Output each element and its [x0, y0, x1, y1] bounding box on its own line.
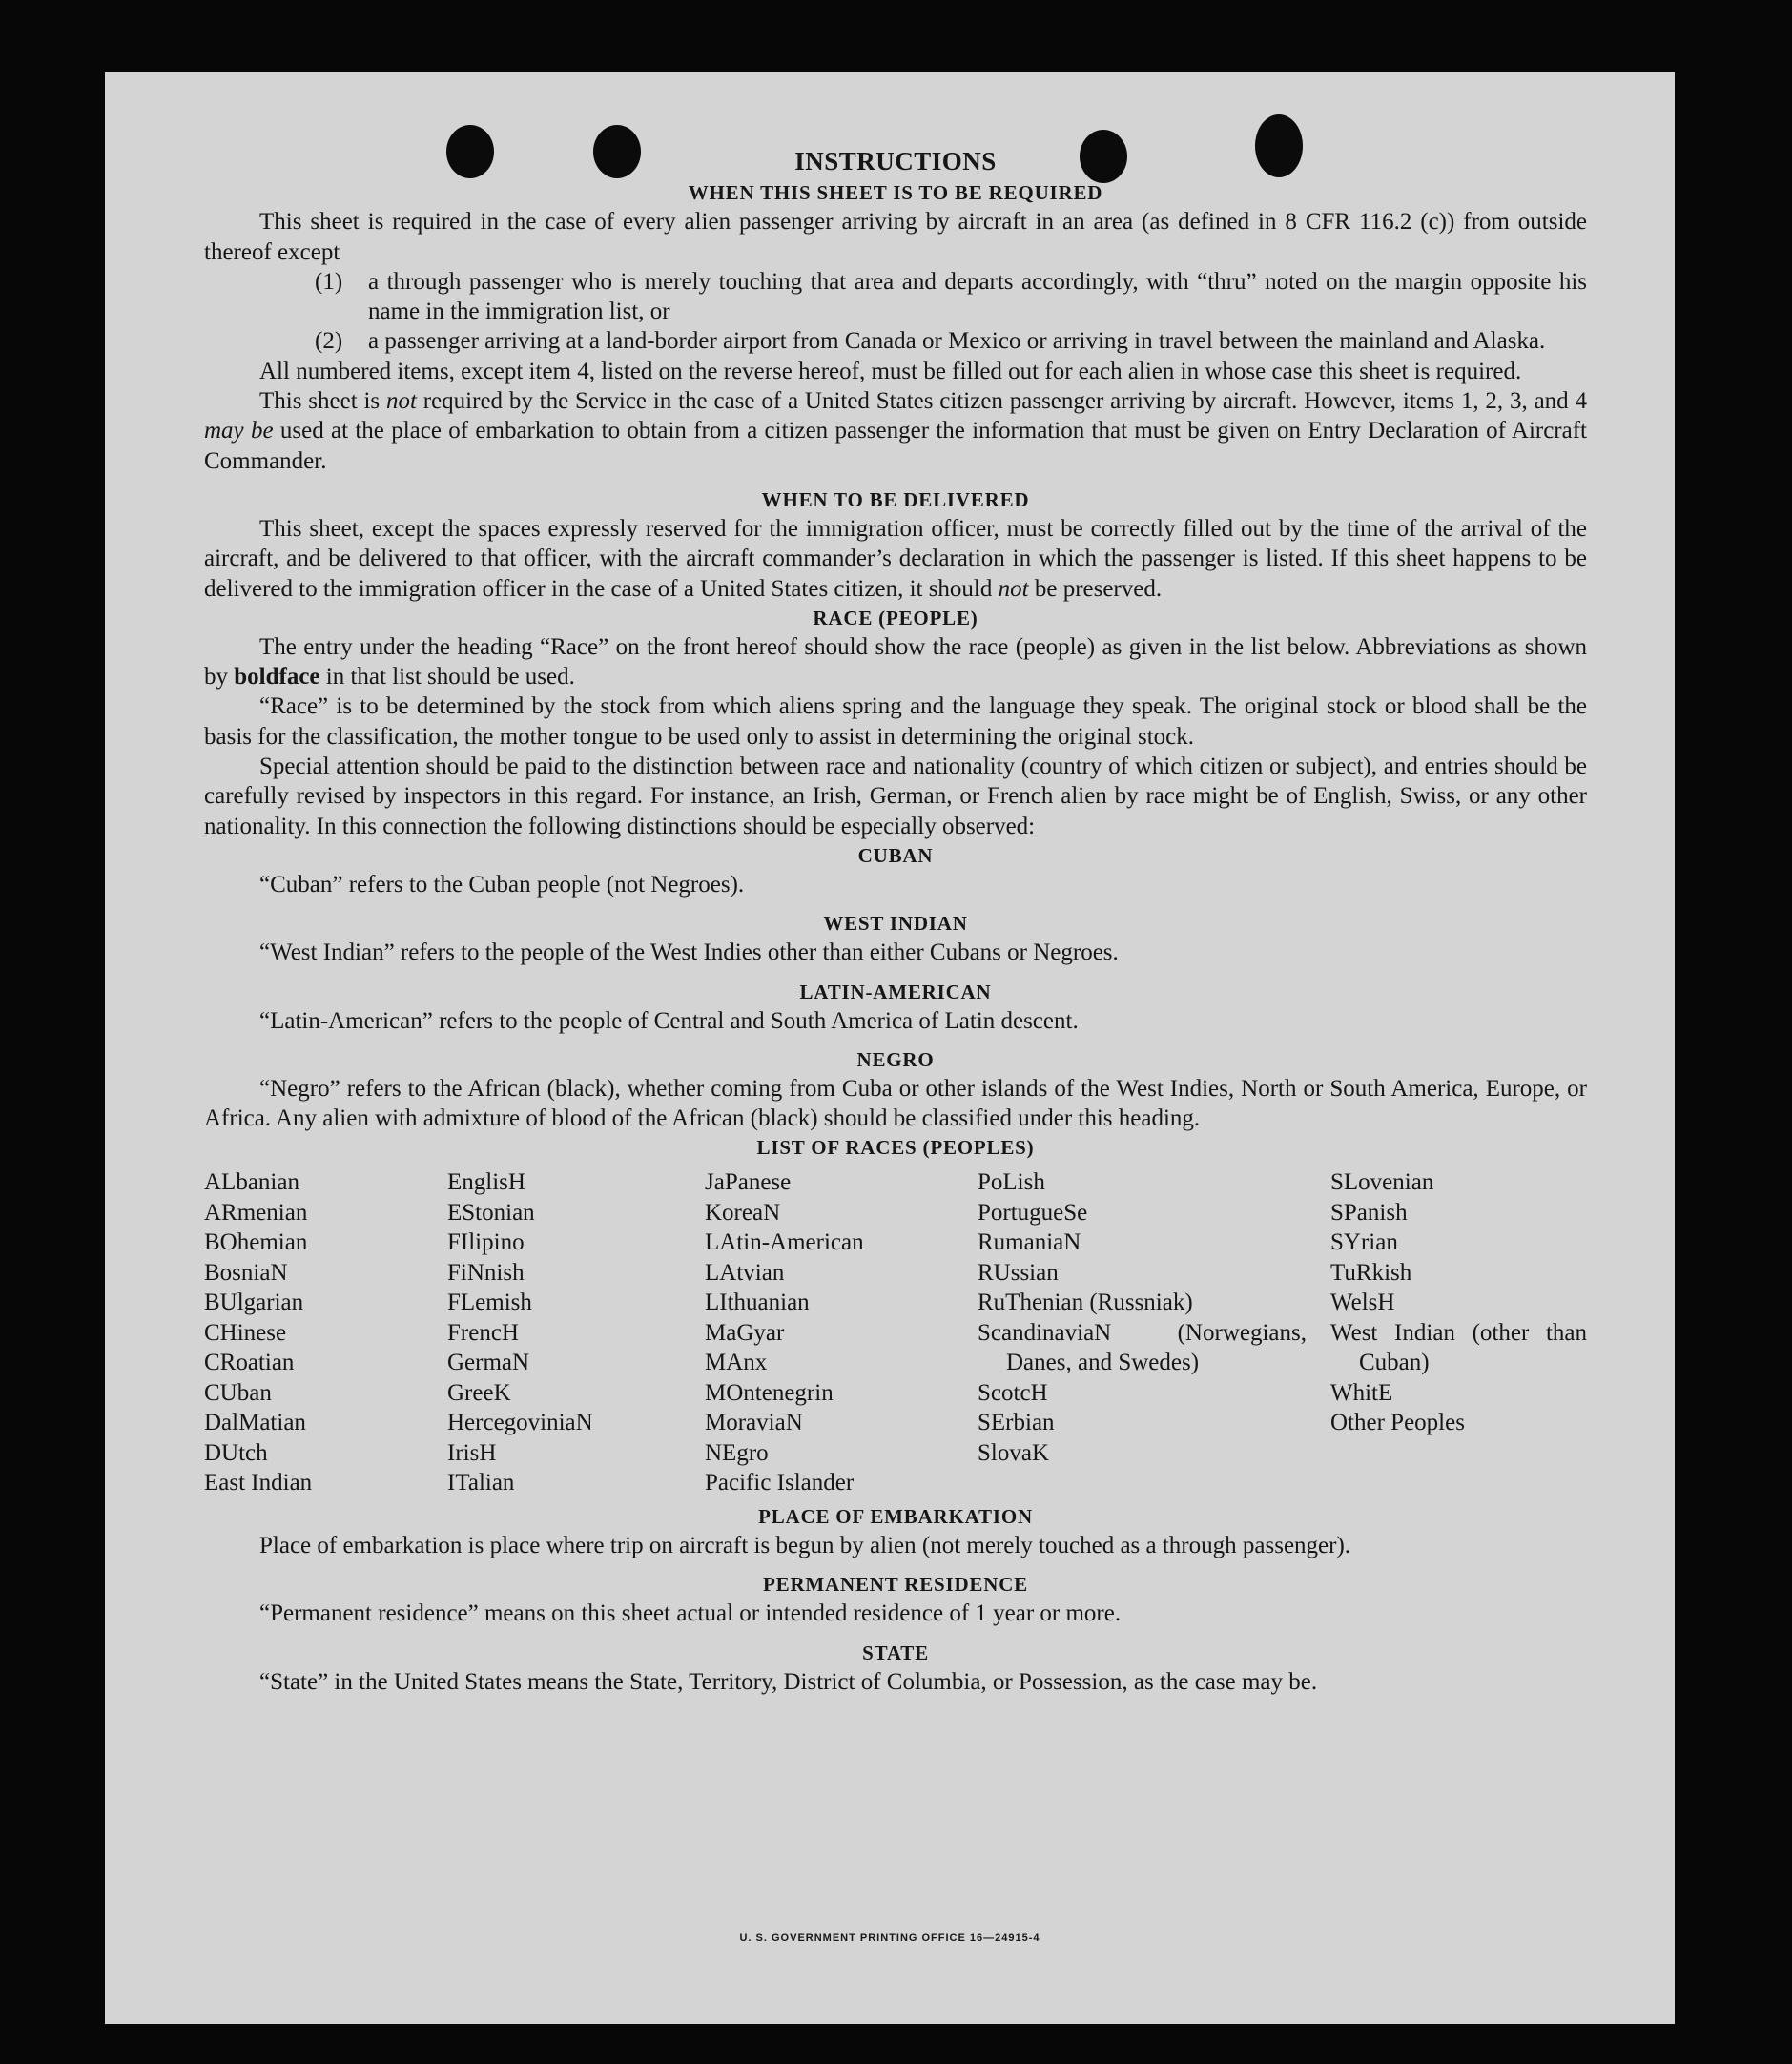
heading-permanent-residence: PERMANENT RESIDENCE: [763, 1573, 1028, 1597]
paragraph: This sheet is required in the case of every alien passenger arriving by aircraft in an area (as defined in 8 CFR 116.2 (c)) from outside thereof except: [204, 209, 1587, 265]
race-entry: SLovenian: [1330, 1169, 1434, 1196]
list-item: [315, 326, 1587, 356]
paragraph: “Race” is to be determined by the stock from which aliens spring and the language they speak. The original stock or blood shall be the basis for the classification, the mother tongue to be used only to assist in determining the original stock.: [204, 693, 1587, 750]
race-entry: PortugueSe: [978, 1199, 1088, 1226]
paragraph: “State” in the United States means the State, Territory, District of Columbia, or Possession, as the case may be.: [259, 1668, 1318, 1695]
race-entry: Other Peoples: [1330, 1410, 1465, 1436]
emphasis: not: [385, 388, 417, 415]
race-entry: IrisH: [447, 1439, 497, 1466]
text-run: This sheet, except the spaces expressly reserved for the immigration officer, must be correctly filled out by the time of the arrival of the aircraft, and be delivered to that officer, with the aircraft commander’s declaration in which the passenger is listed. If this sheet happens to be delivered to the immigration officer in the case of a United States citizen, it should: [204, 515, 1587, 602]
race-entry: NEgro: [705, 1439, 769, 1466]
races-column: [1330, 1167, 1587, 1498]
race-entry: RUssian: [978, 1259, 1059, 1286]
item-text: a through passenger who is merely touching that area and departs accordingly, with “thru” noted on the margin opposite his name in the immigration list, or: [368, 268, 1587, 325]
paragraph: [204, 514, 1587, 604]
race-entry: FrencH: [447, 1319, 519, 1346]
race-entry: HercegoviniaN: [447, 1410, 593, 1436]
emphasis: not: [998, 575, 1029, 602]
bold-text: boldface: [234, 664, 320, 691]
race-entry: ALbanian: [204, 1169, 299, 1196]
races-table: [204, 1167, 1587, 1498]
race-entry: PoLish: [978, 1169, 1045, 1196]
race-entry: West Indian (other than Cuban): [1330, 1319, 1587, 1376]
page-title: INSTRUCTIONS: [794, 147, 997, 175]
race-entry: BUlgarian: [204, 1290, 304, 1316]
race-entry: SlovaK: [978, 1439, 1049, 1466]
race-entry: DUtch: [204, 1439, 268, 1466]
race-entry: LIthuanian: [705, 1290, 810, 1316]
text-run: used at the place of embarkation to obtain from a citizen passenger the information that must be given on Entry Declaration of Aircraft Commander.: [204, 418, 1588, 474]
text-run: required by the Service in the case of a United States citizen passenger arriving by aircraft. However, items 1, 2, 3, and 4: [416, 388, 1587, 415]
heading-west-indian: WEST INDIAN: [823, 912, 968, 936]
race-entry: LAtin-American: [705, 1229, 864, 1256]
text-run: The entry under the heading “Race” on the front hereof should show the race (people) as given in the list below. Abbreviations as shown by: [204, 633, 1587, 691]
paragraph: “Permanent residence” means on this sheet actual or intended residence of 1 year or more.: [259, 1600, 1122, 1627]
heading-when-delivered: WHEN TO BE DELIVERED: [761, 487, 1030, 511]
race-entry: ARmenian: [204, 1199, 308, 1226]
race-entry: JaPanese: [705, 1169, 792, 1196]
emphasis: may be: [204, 418, 274, 444]
heading-latin-american: LATIN-AMERICAN: [799, 980, 992, 1003]
heading-list-of-races: LIST OF RACES (PEOPLES): [756, 1136, 1035, 1160]
instructions-content: [204, 147, 1587, 1697]
paragraph: “Negro” refers to the African (black), whether coming from Cuba or other islands of the West Indies, North or South America, Europe, or Africa. Any alien with admixture of blood of the African (black) should be classified under this heading.: [204, 1075, 1587, 1132]
race-entry: SYrian: [1330, 1229, 1398, 1256]
item-number: (1): [315, 268, 343, 295]
races-column: [705, 1167, 978, 1498]
race-entry: GreeK: [447, 1379, 511, 1406]
paragraph: “West Indian” refers to the people of the West Indies other than either Cubans or Negroes.: [259, 939, 1119, 966]
race-entry: WelsH: [1330, 1290, 1395, 1316]
document-sheet: [105, 72, 1675, 2024]
race-entry: ScandinaviaN (Norwegians, Danes, and Swedes): [978, 1319, 1307, 1376]
race-entry: Pacific Islander: [705, 1470, 855, 1496]
text-run: be preserved.: [1028, 575, 1163, 602]
printer-imprint: U. S. GOVERNMENT PRINTING OFFICE 16—24915-4: [739, 1932, 1040, 1944]
race-entry: ITalian: [447, 1470, 515, 1496]
race-entry: BosniaN: [204, 1259, 288, 1286]
race-entry: ScotcH: [978, 1379, 1048, 1406]
race-entry: WhitE: [1330, 1379, 1393, 1406]
race-entry: CUban: [204, 1379, 272, 1406]
race-entry: SErbian: [978, 1410, 1055, 1436]
text-run: in that list should be used.: [319, 664, 575, 691]
race-entry: CRoatian: [204, 1350, 295, 1376]
text-run: This sheet is: [259, 388, 386, 415]
race-entry: RumaniaN: [978, 1229, 1081, 1256]
race-entry: CHinese: [204, 1319, 287, 1346]
heading-state: STATE: [862, 1641, 929, 1664]
races-column: [447, 1167, 705, 1498]
race-entry: BOhemian: [204, 1229, 308, 1256]
paragraph: “Cuban” refers to the Cuban people (not Negroes).: [259, 871, 745, 898]
race-entry: FIlipino: [447, 1229, 525, 1256]
paragraph: All numbered items, except item 4, listed on the reverse hereof, must be filled out for each alien in whose case this sheet is required.: [259, 358, 1522, 384]
race-entry: DalMatian: [204, 1410, 306, 1436]
heading-negro: NEGRO: [856, 1047, 935, 1071]
race-entry: MaGyar: [705, 1319, 785, 1346]
race-entry: FLemish: [447, 1290, 532, 1316]
race-entry: SPanish: [1330, 1199, 1408, 1226]
race-entry: MOntenegrin: [705, 1379, 834, 1406]
heading-cuban: CUBAN: [857, 843, 934, 867]
race-entry: MoraviaN: [705, 1410, 803, 1436]
race-entry: TuRkish: [1330, 1259, 1412, 1286]
item-number: (2): [315, 328, 343, 355]
races-column: [204, 1167, 447, 1498]
paragraph: Special attention should be paid to the distinction between race and nationality (country of which citizen or subject), and entries should be carefully revised by inspectors in this regard. For instance, an Irish, German, or French alien by race might be of English, Swiss, or any other nationality. In this connection the following distinctions should be especially observed:: [204, 753, 1587, 839]
race-entry: RuThenian (Russniak): [978, 1290, 1193, 1316]
race-entry: East Indian: [204, 1470, 313, 1496]
paragraph: Place of embarkation is place where trip on aircraft is begun by alien (not merely touched as a through passenger).: [259, 1532, 1351, 1558]
race-entry: EnglisH: [447, 1169, 525, 1196]
race-entry: EStonian: [447, 1199, 535, 1226]
race-entry: GermaN: [447, 1350, 530, 1376]
races-column: [978, 1167, 1330, 1498]
paragraph: [204, 386, 1587, 476]
item-text: a passenger arriving at a land-border airport from Canada or Mexico or arriving in travel between the mainland and Alaska.: [368, 328, 1546, 355]
race-entry: LAtvian: [705, 1259, 785, 1286]
heading-race: RACE (PEOPLE): [813, 606, 978, 630]
heading-place-of-embarkation: PLACE OF EMBARKATION: [758, 1504, 1033, 1528]
list-item: [315, 267, 1587, 327]
heading-when-required: WHEN THIS SHEET IS TO BE REQUIRED: [688, 181, 1103, 205]
race-entry: KoreaN: [705, 1199, 781, 1226]
race-entry: MAnx: [705, 1350, 768, 1376]
paragraph: “Latin-American” refers to the people of Central and South America of Latin descent.: [259, 1007, 1079, 1034]
race-entry: FiNnish: [447, 1259, 525, 1286]
paragraph: [204, 632, 1587, 692]
